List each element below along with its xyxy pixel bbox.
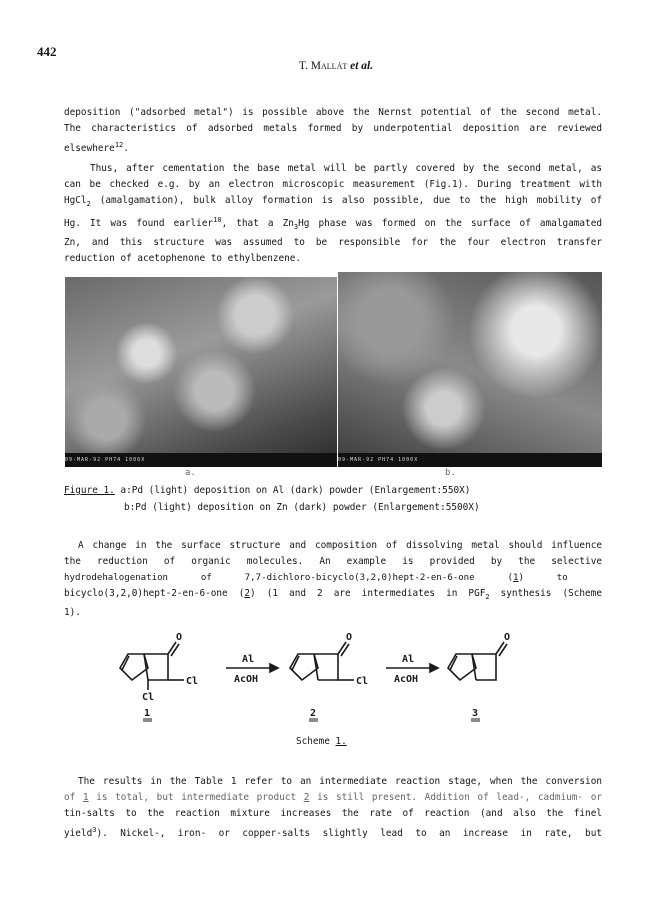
caption-line: Figure 1. a:Pd (light) deposition on Al (dark) powder (Enlargement:550X) — [64, 485, 471, 496]
header-etal: et al. — [350, 60, 374, 72]
header-author: T. Mallát — [298, 60, 348, 72]
reagent-2-top: Al — [402, 654, 415, 665]
atom-cl-1a: Cl — [186, 676, 199, 687]
text-line: hydrodehalogenation of 7,7-dichloro-bicyclo(3,2,0)hept-2-en-6-one (1) to — [64, 573, 568, 583]
text-line: The results in the Table 1 refer to an intermediate reaction stage, when the conversion — [78, 776, 602, 787]
paragraph-3 — [64, 538, 602, 621]
atom-o-2: O — [346, 632, 353, 643]
compound-number-3: 3 — [472, 708, 479, 719]
text-line: elsewhere$^{12}$. — [64, 141, 129, 155]
paragraph-4 — [64, 774, 602, 842]
micrograph-a-databar: 09-MAR-92 PH74 1000X — [65, 453, 337, 467]
paragraph-1 — [64, 105, 602, 157]
atom-o-3: O — [504, 632, 511, 643]
atom-cl-2: Cl — [356, 676, 369, 687]
caption-line: b:Pd (light) deposition on Zn (dark) powder (Enlargement:5500X) — [124, 502, 480, 513]
paragraph-2 — [64, 161, 602, 267]
text-line: reduction of acetophenone to ethylbenzene. — [64, 252, 302, 264]
text-line: the reduction of organic molecules. An example is provided by the selective — [64, 556, 602, 567]
scheme-1-structures — [100, 628, 580, 723]
text-line: yield$^3$). Nickel-, iron- or copper-salts slightly lead to an increase in rate, but — [64, 826, 602, 840]
figure-label-b: b. — [445, 468, 456, 478]
text-line: Hg. It was found earlier$^{10}$, that a $Zn_3Hg$ phase was formed on the surface of amalgamated — [64, 215, 602, 231]
micrograph-a — [65, 277, 337, 467]
atom-o-1: O — [176, 632, 183, 643]
text-line: The characteristics of adsorbed metals formed by underpotential deposition are reviewed — [64, 123, 602, 134]
text-line: 1). — [64, 606, 81, 618]
text-line: deposition ("adsorbed metal") is possible above the Nernst potential of the second metal. — [64, 107, 602, 118]
text-line: can be checked e.g. by an electron microscopic measurement (Fig.1). During treatment with — [64, 179, 602, 190]
compound-number-1: 1 — [144, 708, 151, 719]
reagent-2-bottom: AcOH — [394, 674, 419, 685]
text-line: Thus, after cementation the base metal will be partly covered by the second metal, as — [90, 163, 602, 174]
reagent-1-bottom: AcOH — [234, 674, 259, 685]
figure-label-a: a. — [185, 468, 196, 478]
scheme-title: Scheme 1. — [296, 736, 347, 747]
caption-prefix: Figure 1. — [64, 485, 115, 496]
figure-caption — [64, 482, 602, 516]
reagent-1-top: Al — [242, 654, 255, 665]
running-header — [0, 60, 672, 72]
text-line: A change in the surface structure and composition of dissolving metal should influence — [78, 540, 602, 551]
text-line: of 1 is total, but intermediate product 2 is still present. Addition of lead-, cadmium- or — [64, 792, 602, 803]
text-line: tin-salts to the reaction mixture increases the rate of reaction (and also the finel — [64, 808, 602, 819]
micrograph-b — [338, 272, 602, 467]
text-line: HgCl$_2$ (amalgamation), bulk alloy formation is also possible, due to the high mobility of — [64, 195, 602, 208]
text-line: Zn, and this structure was assumed to be responsible for the four electron transfer — [64, 236, 602, 248]
compound-number-2: 2 — [310, 708, 317, 719]
atom-cl-1b: Cl — [142, 692, 155, 703]
text-line: bicyclo(3,2,0)hept-2-en-6-one (2) (1 and 2 are intermediates in $PGF_2$ synthesis (Scheme — [64, 588, 602, 601]
page-number: 442 — [37, 44, 57, 59]
micrograph-b-databar: 09-MAR-92 PH74 1000X — [338, 453, 602, 467]
